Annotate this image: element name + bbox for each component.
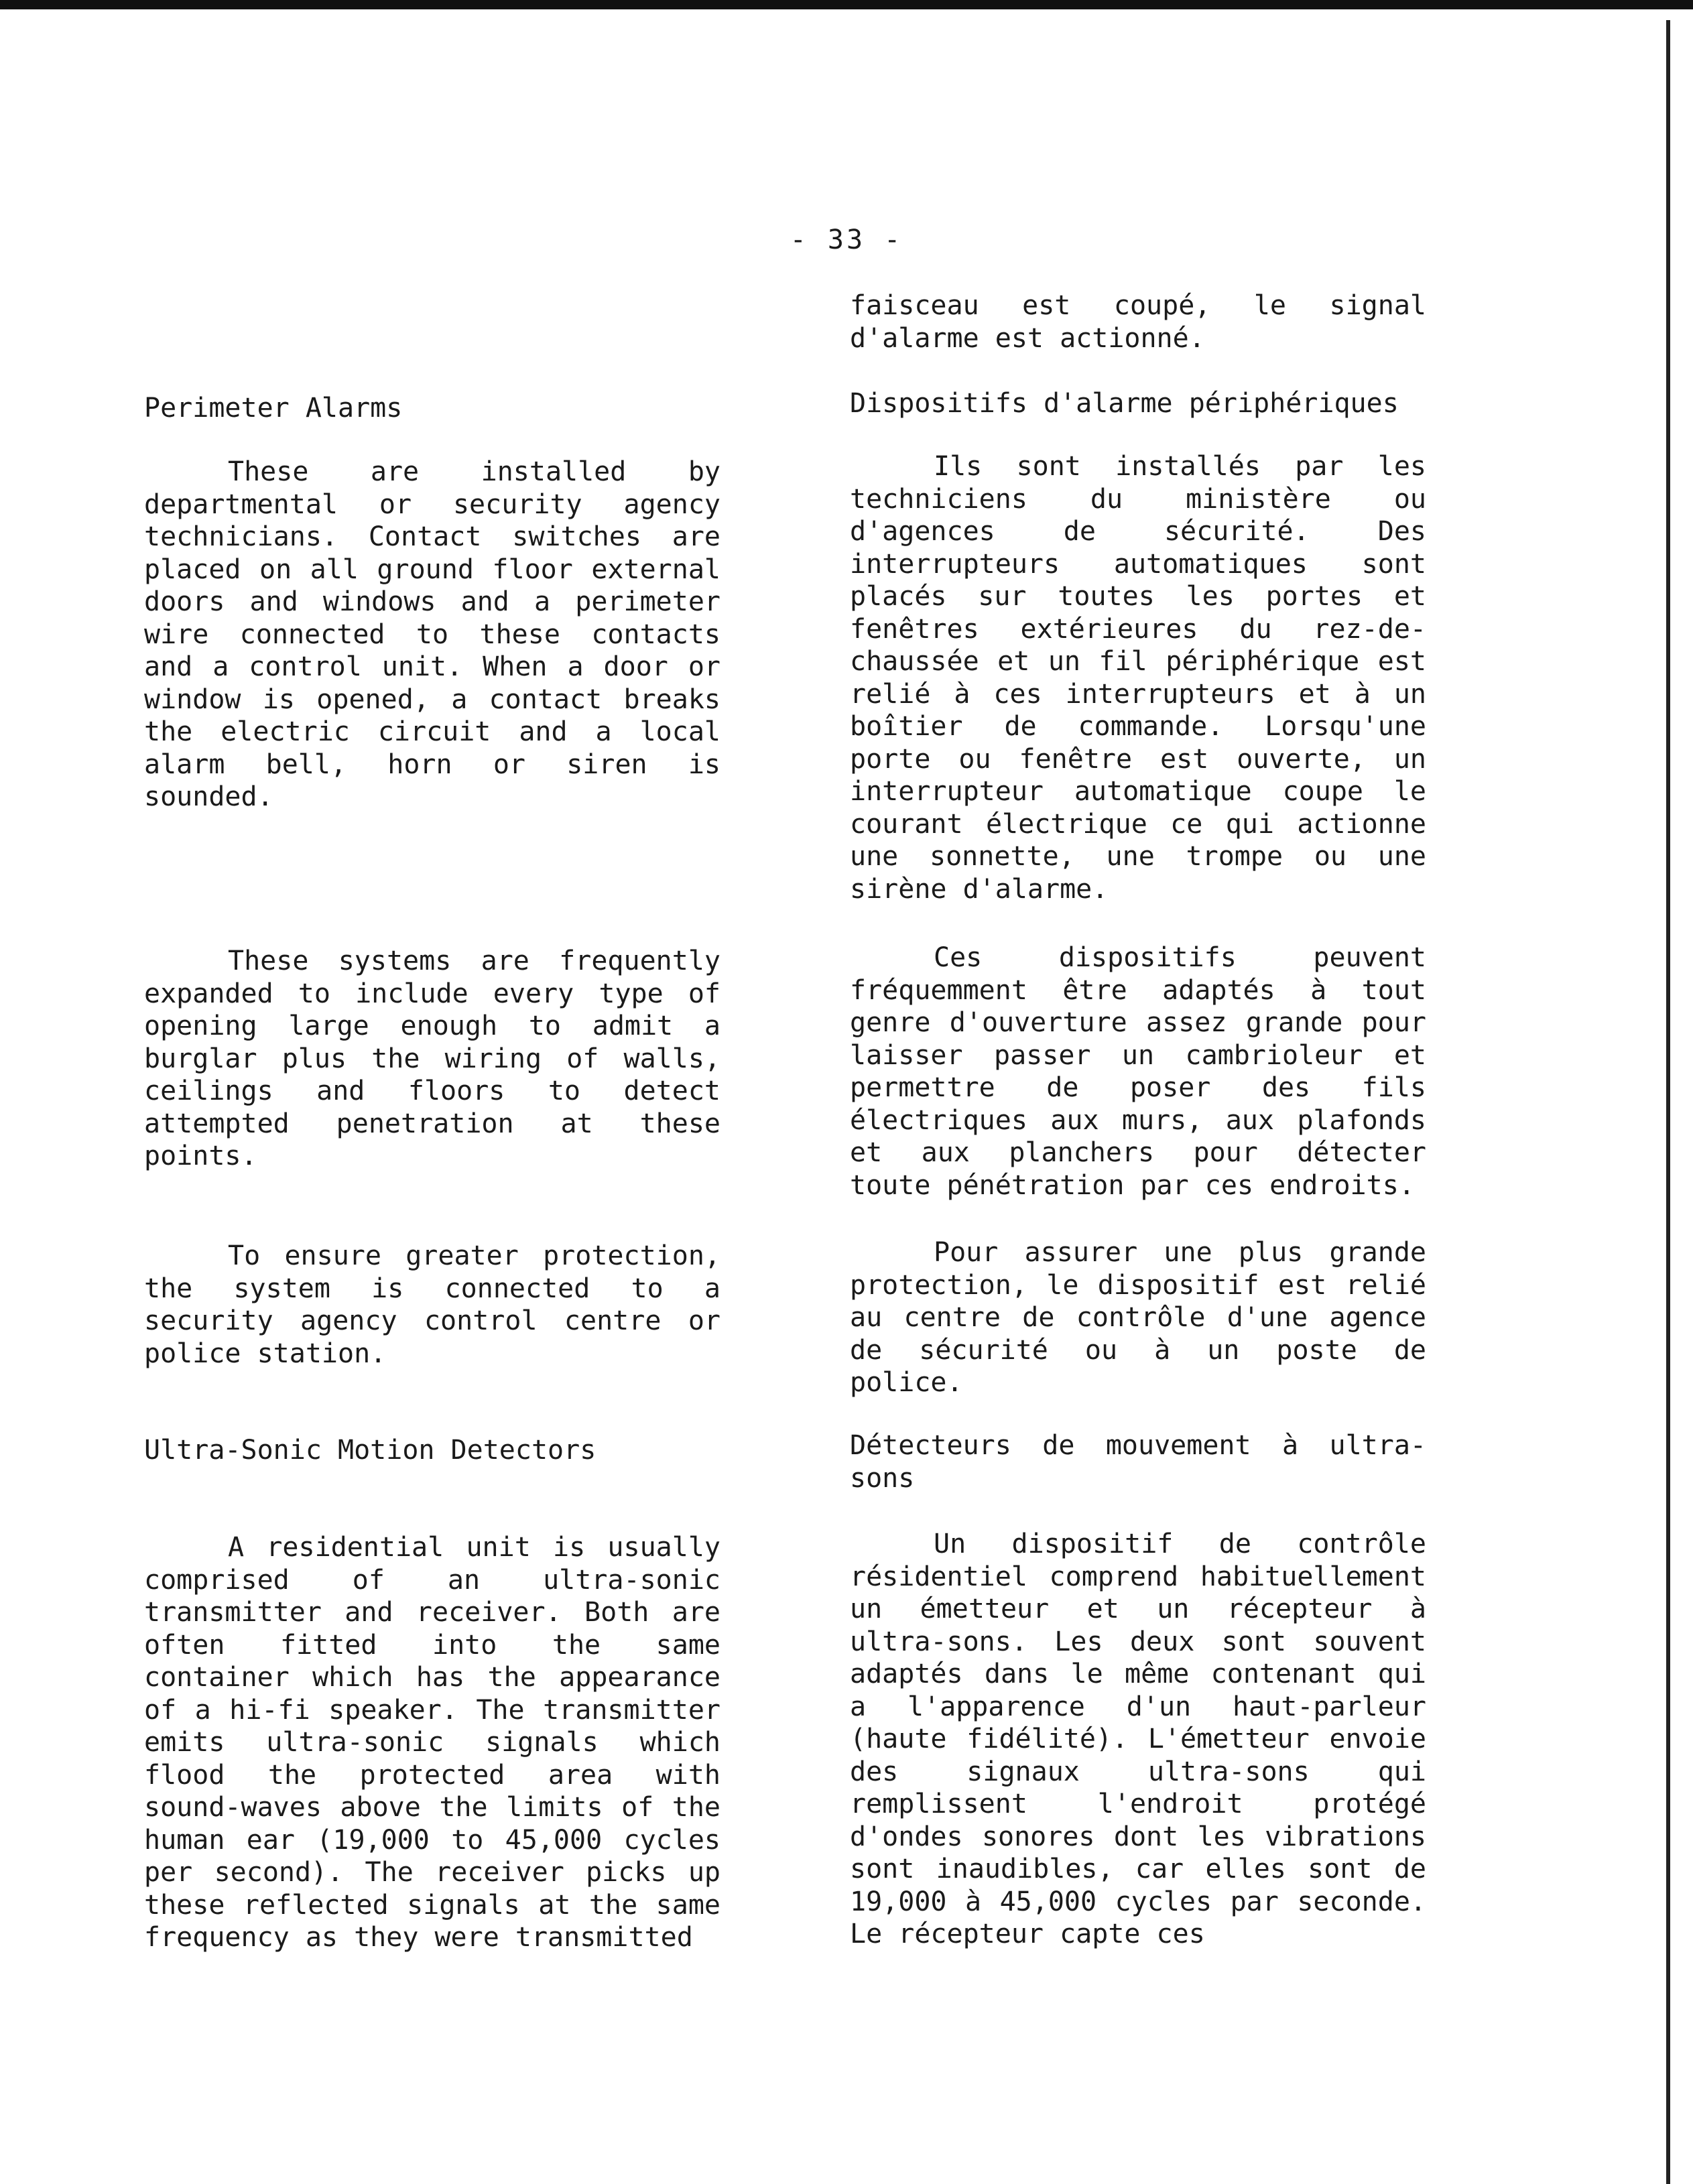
paragraph-dispositifs-installation: Ils sont installés par les techniciens du ministère ou d'agences de sécurité. Des interrupteurs automatiques sont placés sur toutes les portes et fenêtres extérieures du rez-de-chaussée et un fil périphérique est relié à ces interrupteurs et à un boîtier de commande. Lorsqu'une porte ou fenêtre est ouverte, un interrupteur automatique coupe le courant électrique ce qui actionne une sonnette, une trompe ou une sirène d'alarme. xyxy=(850,451,1426,905)
paragraph-detecteurs-dispositif: Un dispositif de contrôle résidentiel comprend habituellement un émetteur et un récepteur à ultra-sons. Les deux sont souvent adaptés dans le même contenant qui a l'apparence d'un haut-parleur (haute fidélité). L'émetteur envoie des signaux ultra-sons qui remplissent l'endroit protégé d'ondes sonores dont les vibrations sont inaudibles, car elles sont de 19,000 à 45,000 cycles par seconde. Le récepteur capte ces xyxy=(850,1529,1426,1949)
paragraph-continuation: faisceau est coupé, le signal d'alarme est actionné. xyxy=(850,290,1426,354)
paragraph-perimeter-installation: These are installed by departmental or security agency technicians. Contact switches are placed on all ground floor external doors and windows and a perimeter wire connected to these contacts and a control unit. When a door or window is opened, a contact breaks the electric circuit and a local alarm bell, horn or siren is sounded. xyxy=(144,456,720,812)
scan-right-border xyxy=(1666,20,1670,2184)
scan-top-edge xyxy=(0,0,1693,9)
page-number: - 33 - xyxy=(790,224,903,255)
heading-ultrasonic-detectors: Ultra-Sonic Motion Detectors xyxy=(144,1435,597,1466)
heading-detecteurs-ultrasons: Détecteurs de mouvement à ultra-sons xyxy=(850,1430,1426,1494)
paragraph-dispositifs-protection: Pour assurer une plus grande protection, le dispositif est relié au centre de contrôle d'une agence de sécurité ou à un poste de police. xyxy=(850,1237,1426,1398)
paragraph-dispositifs-adaptation: Ces dispositifs peuvent fréquemment être adaptés à tout genre d'ouverture assez grande pour laisser passer un cambrioleur et permettre de poser des fils électriques aux murs, aux plafonds et aux planchers pour détecter toute pénétration par ces endroits. xyxy=(850,942,1426,1201)
paragraph-perimeter-expansion: These systems are frequently expanded to include every type of opening large enough to admit a burglar plus the wiring of walls, ceilings and floors to detect attempted penetration at these points. xyxy=(144,946,720,1171)
paragraph-ultrasonic-unit: A residential unit is usually comprised of an ultra-sonic transmitter and receiver. Both are often fitted into the same container which has the appearance of a hi-fi speaker. The transmitter emits ultra-sonic signals which flood the protected area with sound-waves above the limits of the human ear (19,000 to 45,000 cycles per second). The receiver picks up these reflected signals at the same frequency as they were transmitted xyxy=(144,1532,720,1953)
heading-perimeter-alarms: Perimeter Alarms xyxy=(144,393,403,424)
paragraph-perimeter-protection: To ensure greater protection, the system is connected to a security agency control centre or police station. xyxy=(144,1240,720,1369)
heading-dispositifs-alarme: Dispositifs d'alarme périphériques xyxy=(850,388,1399,419)
